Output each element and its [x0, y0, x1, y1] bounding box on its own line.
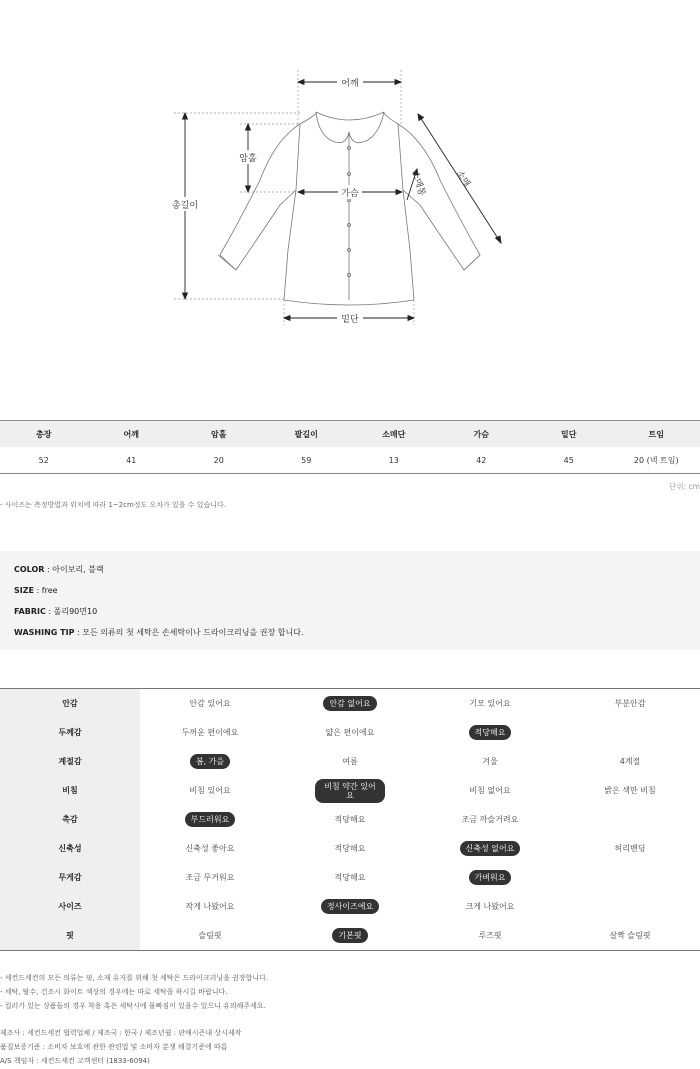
- fabric-option-cell: [560, 863, 700, 892]
- option-text: 조금 무거워요: [185, 873, 235, 882]
- fabric-row-label: 비침: [0, 776, 140, 805]
- option-text: 겨울: [482, 757, 498, 766]
- company-line: 품질보증기준 : 소비자 보호에 관한 관련법 및 소비자 분쟁 해결기준에 따름: [0, 1043, 228, 1051]
- size-value-cell: 59: [301, 455, 312, 465]
- option-text: 비침 없어요: [469, 786, 511, 795]
- blouse-illustration: [0, 0, 700, 340]
- size-header-cell: 총장: [36, 429, 52, 439]
- fabric-row-label: 사이즈: [0, 892, 140, 921]
- fabric-option-cell: [140, 921, 280, 950]
- fabric-row-label: 안감: [0, 689, 140, 718]
- fabric-option-cell: [280, 834, 420, 863]
- care-note: - 세탁, 탈수, 건조시 화이트 색상의 경우에는 따로 세탁을 하시길 바랍니다.: [0, 988, 228, 996]
- fabric-option-cell: [420, 921, 560, 950]
- option-text: 비침 있어요: [189, 786, 231, 795]
- fabric-option-cell: [140, 689, 280, 718]
- size-value-cell: 13: [388, 455, 399, 465]
- size-value-cell: 20: [213, 455, 224, 465]
- company-info: [0, 1026, 241, 1068]
- size-value-cell: 20 (넥 트임): [633, 455, 679, 465]
- selected-option-badge: 비침 약간 있어요: [315, 779, 385, 803]
- selected-option-badge: 안감 없어요: [323, 696, 376, 711]
- fabric-option-cell: [280, 747, 420, 776]
- label-shoulder: 어깨: [341, 79, 359, 89]
- size-table: [0, 420, 700, 474]
- size-value-cell: 45: [563, 455, 574, 465]
- fabric-row-label: 계절감: [0, 747, 140, 776]
- selected-option-badge: 적당해요: [469, 725, 512, 740]
- label-sleeve-width: 소매통: [409, 169, 427, 198]
- size-value-cell: 52: [38, 455, 49, 465]
- option-text: 작게 나왔어요: [185, 902, 235, 911]
- fabric-option-cell: [140, 747, 280, 776]
- fabric-row: [0, 834, 700, 863]
- fabric-row-label: 촉감: [0, 805, 140, 834]
- fabric-option-cell: [420, 776, 560, 805]
- fabric-option-cell: [140, 718, 280, 747]
- option-text: 살짝 슬림핏: [609, 931, 651, 940]
- info-size: SIZE : free: [14, 586, 58, 595]
- info-fabric: FABRIC : 폴리90면10: [14, 607, 98, 616]
- fabric-option-cell: [420, 805, 560, 834]
- fabric-row: [0, 805, 700, 834]
- size-header-cell: 암홀: [211, 429, 227, 439]
- option-text: 신축성 좋아요: [185, 844, 235, 853]
- company-line: A/S 책임자 : 세컨드세컨 고객센터 (1833-6094): [0, 1057, 150, 1065]
- selected-option-badge: 가벼워요: [469, 870, 512, 885]
- fabric-option-cell: [280, 805, 420, 834]
- label-sleeve: 소매: [453, 168, 472, 189]
- selected-option-badge: 부드러워요: [185, 812, 236, 827]
- fabric-option-cell: [560, 689, 700, 718]
- fabric-option-cell: [560, 892, 700, 921]
- size-header-cell: 팔길이: [294, 429, 318, 439]
- fabric-properties-table: [0, 688, 700, 951]
- fabric-option-cell: [140, 805, 280, 834]
- fabric-option-cell: [420, 892, 560, 921]
- selected-option-badge: 정사이즈에요: [321, 899, 379, 914]
- option-text: 기모 있어요: [469, 699, 511, 708]
- fabric-row: [0, 718, 700, 747]
- garment-diagram: [0, 0, 700, 340]
- fabric-option-cell: [560, 718, 700, 747]
- fabric-row-label: 신축성: [0, 834, 140, 863]
- option-text: 여름: [342, 757, 358, 766]
- fabric-row: [0, 921, 700, 950]
- product-info: [0, 551, 700, 650]
- fabric-option-cell: [140, 834, 280, 863]
- selected-option-badge: 신축성 없어요: [460, 841, 521, 856]
- fabric-row: [0, 892, 700, 921]
- option-text: 부분안감: [614, 699, 646, 708]
- fabric-row: [0, 863, 700, 892]
- option-text: 루즈핏: [478, 931, 502, 940]
- fabric-option-cell: [560, 747, 700, 776]
- fabric-option-cell: [140, 776, 280, 805]
- care-notes: [0, 971, 268, 1013]
- fabric-row-label: 핏: [0, 921, 140, 950]
- size-table-header: [0, 421, 700, 447]
- fabric-row: [0, 776, 700, 805]
- fabric-option-cell: [420, 747, 560, 776]
- selected-option-badge: 봄, 가을: [190, 754, 230, 769]
- fabric-row: [0, 689, 700, 718]
- fabric-option-cell: [280, 776, 420, 805]
- option-text: 밝은 색만 비침: [604, 786, 656, 795]
- fabric-row-label: 두께감: [0, 718, 140, 747]
- care-note: - 세컨드세컨의 모든 의류는 핏, 소재 유지를 위해 첫 세탁은 드라이크리닝을 권장합니다.: [0, 974, 269, 982]
- label-chest: 가슴: [341, 189, 359, 199]
- size-note: - 사이즈는 측정방법과 위치에 따라 1~2cm정도 오차가 있을 수 있습니다.: [0, 501, 227, 509]
- option-text: 안감 있어요: [189, 699, 231, 708]
- size-value-cell: 41: [126, 455, 137, 465]
- fabric-option-cell: [140, 863, 280, 892]
- option-text: 얇은 편이에요: [325, 728, 375, 737]
- unit-label: 단위: cm: [669, 482, 700, 491]
- size-header-cell: 가슴: [473, 429, 489, 439]
- size-header-cell: 소매단: [382, 429, 406, 439]
- info-color: COLOR : 아이보리, 블랙: [14, 565, 104, 574]
- size-header-cell: 밑단: [561, 429, 577, 439]
- label-total-length: 총길이: [171, 201, 199, 211]
- option-text: 적당해요: [334, 815, 366, 824]
- option-text: 4계절: [619, 757, 641, 766]
- selected-option-badge: 기본핏: [332, 928, 367, 943]
- care-note: - 컬러가 있는 상품들의 경우 착용 혹은 세탁시에 물빠짐이 있을수 있으니 유의해주세요.: [0, 1002, 266, 1010]
- option-text: 적당해요: [334, 873, 366, 882]
- option-text: 조금 까슬거려요: [461, 815, 519, 824]
- label-armhole: 암홀: [239, 154, 257, 164]
- size-header-cell: 트임: [648, 429, 664, 439]
- option-text: 슬림핏: [198, 931, 222, 940]
- option-text: 허리밴딩: [614, 844, 646, 853]
- label-hem: 밑단: [341, 315, 359, 325]
- fabric-option-cell: [420, 834, 560, 863]
- fabric-option-cell: [420, 863, 560, 892]
- option-text: 두꺼운 편이에요: [181, 728, 239, 737]
- option-text: 적당해요: [334, 844, 366, 853]
- fabric-option-cell: [420, 718, 560, 747]
- fabric-option-cell: [560, 805, 700, 834]
- fabric-option-cell: [280, 689, 420, 718]
- fabric-option-cell: [140, 892, 280, 921]
- fabric-option-cell: [280, 863, 420, 892]
- fabric-row-label: 무게감: [0, 863, 140, 892]
- info-washing: WASHING TIP : 모든 의류의 첫 세탁은 손세탁이나 드라이크리닝을 권장 합니다.: [14, 628, 304, 637]
- size-table-row: [0, 447, 700, 473]
- fabric-option-cell: [560, 921, 700, 950]
- company-line: 제조사 : 세컨드세컨 협력업체 / 제조국 : 한국 / 제조년월 : 판매시즌내 상시제작: [0, 1029, 242, 1037]
- fabric-option-cell: [420, 689, 560, 718]
- size-header-cell: 어깨: [123, 429, 139, 439]
- fabric-option-cell: [560, 776, 700, 805]
- fabric-option-cell: [280, 892, 420, 921]
- size-value-cell: 42: [476, 455, 487, 465]
- fabric-row: [0, 747, 700, 776]
- fabric-option-cell: [280, 718, 420, 747]
- fabric-option-cell: [280, 921, 420, 950]
- fabric-option-cell: [560, 834, 700, 863]
- option-text: 크게 나왔어요: [465, 902, 515, 911]
